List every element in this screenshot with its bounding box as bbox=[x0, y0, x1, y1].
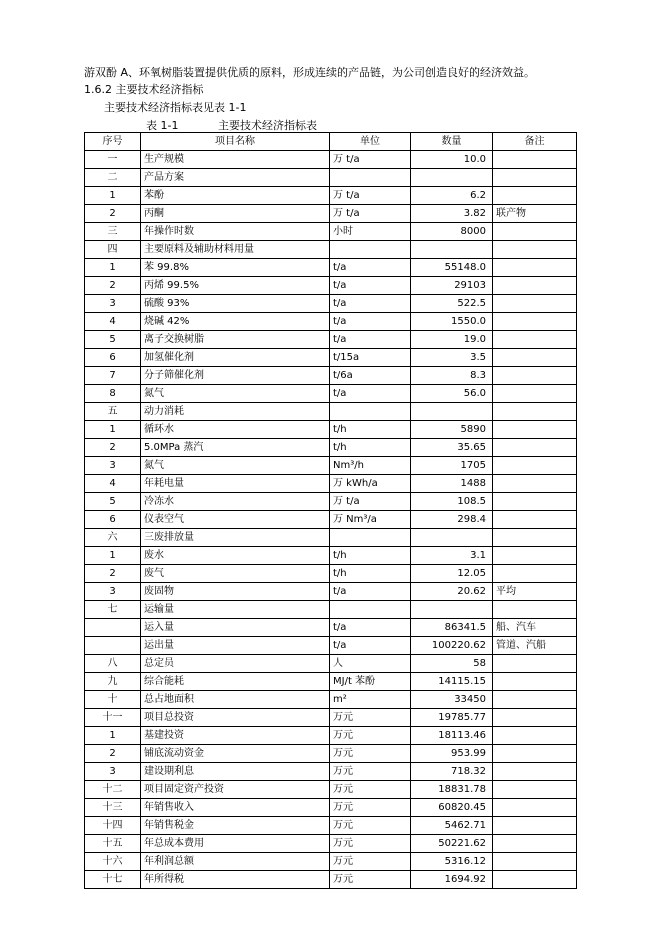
cell-quantity: 58 bbox=[411, 655, 493, 673]
cell-serial: 五 bbox=[85, 403, 141, 421]
table-row bbox=[85, 313, 577, 331]
cell-serial: 1 bbox=[85, 727, 141, 745]
cell-serial: 5 bbox=[85, 493, 141, 511]
cell-item-name: 建设期利息 bbox=[141, 763, 330, 781]
section-heading: 1.6.2 主要技术经济指标 bbox=[84, 83, 204, 96]
cell-remark bbox=[493, 331, 577, 349]
cell-serial bbox=[85, 619, 141, 637]
cell-remark bbox=[493, 313, 577, 331]
cell-unit: t/h bbox=[330, 565, 411, 583]
table-row bbox=[85, 601, 577, 619]
cell-item-name: 总占地面积 bbox=[141, 691, 330, 709]
table-row bbox=[85, 205, 577, 223]
cell-remark bbox=[493, 295, 577, 313]
cell-remark bbox=[493, 781, 577, 799]
cell-unit: 万元 bbox=[330, 835, 411, 853]
table-row bbox=[85, 583, 577, 601]
table-row bbox=[85, 385, 577, 403]
cell-quantity: 298.4 bbox=[411, 511, 493, 529]
cell-remark bbox=[493, 673, 577, 691]
cell-quantity: 8000 bbox=[411, 223, 493, 241]
cell-item-name: 丙烯 99.5% bbox=[141, 277, 330, 295]
cell-item-name: 运输量 bbox=[141, 601, 330, 619]
cell-quantity: 35.65 bbox=[411, 439, 493, 457]
cell-serial: 十四 bbox=[85, 817, 141, 835]
cell-unit: 万元 bbox=[330, 745, 411, 763]
cell-serial: 4 bbox=[85, 313, 141, 331]
cell-item-name: 运入量 bbox=[141, 619, 330, 637]
indicators-table bbox=[84, 132, 577, 889]
cell-remark bbox=[493, 277, 577, 295]
cell-serial: 十 bbox=[85, 691, 141, 709]
cell-unit: 万 Nm³/a bbox=[330, 511, 411, 529]
cell-serial: 1 bbox=[85, 421, 141, 439]
cell-remark bbox=[493, 601, 577, 619]
cell-quantity: 953.99 bbox=[411, 745, 493, 763]
table-row bbox=[85, 511, 577, 529]
cell-item-name: 总定员 bbox=[141, 655, 330, 673]
cell-serial: 七 bbox=[85, 601, 141, 619]
cell-remark bbox=[493, 691, 577, 709]
table-row bbox=[85, 349, 577, 367]
cell-remark bbox=[493, 385, 577, 403]
cell-serial: 3 bbox=[85, 295, 141, 313]
cell-serial: 十二 bbox=[85, 781, 141, 799]
cell-remark bbox=[493, 457, 577, 475]
cell-unit: t/h bbox=[330, 439, 411, 457]
cell-serial: 十三 bbox=[85, 799, 141, 817]
cell-quantity: 19785.77 bbox=[411, 709, 493, 727]
cell-serial: 九 bbox=[85, 673, 141, 691]
cell-quantity: 29103 bbox=[411, 277, 493, 295]
cell-unit: Nm³/h bbox=[330, 457, 411, 475]
table-row bbox=[85, 241, 577, 259]
cell-unit: 万元 bbox=[330, 781, 411, 799]
cell-quantity: 18113.46 bbox=[411, 727, 493, 745]
cell-serial: 十五 bbox=[85, 835, 141, 853]
cell-serial: 2 bbox=[85, 277, 141, 295]
cell-serial: 5 bbox=[85, 331, 141, 349]
cell-item-name: 丙酮 bbox=[141, 205, 330, 223]
cell-remark bbox=[493, 169, 577, 187]
cell-item-name: 苯 99.8% bbox=[141, 259, 330, 277]
cell-quantity: 56.0 bbox=[411, 385, 493, 403]
cell-quantity: 10.0 bbox=[411, 151, 493, 169]
cell-item-name: 综合能耗 bbox=[141, 673, 330, 691]
cell-quantity: 5890 bbox=[411, 421, 493, 439]
cell-unit: t/15a bbox=[330, 349, 411, 367]
cell-remark bbox=[493, 493, 577, 511]
cell-unit: MJ/t 苯酚 bbox=[330, 673, 411, 691]
cell-serial: 6 bbox=[85, 349, 141, 367]
cell-quantity: 8.3 bbox=[411, 367, 493, 385]
table-row bbox=[85, 493, 577, 511]
cell-serial: 3 bbox=[85, 583, 141, 601]
cell-serial: 六 bbox=[85, 529, 141, 547]
cell-remark bbox=[493, 511, 577, 529]
table-body bbox=[85, 151, 577, 889]
cell-serial: 三 bbox=[85, 223, 141, 241]
cell-item-name: 氮气 bbox=[141, 385, 330, 403]
cell-quantity: 18831.78 bbox=[411, 781, 493, 799]
table-intro-text: 主要技术经济指标表见表 1-1 bbox=[104, 101, 247, 114]
cell-item-name: 分子筛催化剂 bbox=[141, 367, 330, 385]
cell-item-name: 主要原料及辅助材料用量 bbox=[141, 241, 330, 259]
cell-unit: t/h bbox=[330, 421, 411, 439]
cell-serial: 一 bbox=[85, 151, 141, 169]
cell-item-name: 三废排放量 bbox=[141, 529, 330, 547]
cell-quantity: 1705 bbox=[411, 457, 493, 475]
cell-quantity: 5316.12 bbox=[411, 853, 493, 871]
cell-quantity bbox=[411, 169, 493, 187]
cell-unit: 万 t/a bbox=[330, 151, 411, 169]
cell-quantity bbox=[411, 529, 493, 547]
header-remark: 备注 bbox=[493, 133, 577, 151]
cell-quantity: 14115.15 bbox=[411, 673, 493, 691]
cell-item-name: 年销售税金 bbox=[141, 817, 330, 835]
table-caption-title: 主要技术经济指标表 bbox=[217, 119, 317, 132]
cell-remark bbox=[493, 565, 577, 583]
cell-unit: 万元 bbox=[330, 709, 411, 727]
cell-quantity: 3.5 bbox=[411, 349, 493, 367]
cell-unit: t/a bbox=[330, 385, 411, 403]
cell-quantity: 1550.0 bbox=[411, 313, 493, 331]
cell-item-name: 年操作时数 bbox=[141, 223, 330, 241]
cell-unit: 万 t/a bbox=[330, 187, 411, 205]
cell-remark bbox=[493, 799, 577, 817]
cell-serial: 十七 bbox=[85, 871, 141, 889]
cell-quantity: 718.32 bbox=[411, 763, 493, 781]
table-row bbox=[85, 547, 577, 565]
table-row bbox=[85, 421, 577, 439]
cell-serial: 2 bbox=[85, 565, 141, 583]
cell-quantity: 1488 bbox=[411, 475, 493, 493]
cell-item-name: 烧碱 42% bbox=[141, 313, 330, 331]
cell-item-name: 循环水 bbox=[141, 421, 330, 439]
table-row bbox=[85, 781, 577, 799]
cell-quantity: 55148.0 bbox=[411, 259, 493, 277]
cell-quantity: 5462.71 bbox=[411, 817, 493, 835]
cell-remark bbox=[493, 529, 577, 547]
table-row bbox=[85, 403, 577, 421]
cell-unit bbox=[330, 529, 411, 547]
cell-unit bbox=[330, 601, 411, 619]
cell-remark bbox=[493, 745, 577, 763]
cell-item-name: 年耗电量 bbox=[141, 475, 330, 493]
cell-quantity: 522.5 bbox=[411, 295, 493, 313]
table-caption-number: 表 1-1 bbox=[146, 119, 179, 132]
cell-remark bbox=[493, 817, 577, 835]
table-row bbox=[85, 799, 577, 817]
cell-unit: 万元 bbox=[330, 871, 411, 889]
cell-quantity: 33450 bbox=[411, 691, 493, 709]
cell-unit: 万元 bbox=[330, 727, 411, 745]
cell-serial: 十一 bbox=[85, 709, 141, 727]
cell-item-name: 生产规模 bbox=[141, 151, 330, 169]
cell-serial: 6 bbox=[85, 511, 141, 529]
cell-serial: 四 bbox=[85, 241, 141, 259]
cell-item-name: 动力消耗 bbox=[141, 403, 330, 421]
table-row bbox=[85, 835, 577, 853]
cell-serial: 十六 bbox=[85, 853, 141, 871]
cell-item-name: 废水 bbox=[141, 547, 330, 565]
cell-quantity: 3.82 bbox=[411, 205, 493, 223]
cell-remark bbox=[493, 475, 577, 493]
table-row bbox=[85, 529, 577, 547]
table-row bbox=[85, 673, 577, 691]
table-row bbox=[85, 457, 577, 475]
cell-serial: 1 bbox=[85, 547, 141, 565]
cell-serial: 7 bbox=[85, 367, 141, 385]
table-row bbox=[85, 277, 577, 295]
cell-serial: 4 bbox=[85, 475, 141, 493]
table-row bbox=[85, 187, 577, 205]
cell-serial: 8 bbox=[85, 385, 141, 403]
cell-unit: 人 bbox=[330, 655, 411, 673]
table-row bbox=[85, 475, 577, 493]
cell-quantity: 86341.5 bbox=[411, 619, 493, 637]
cell-item-name: 废气 bbox=[141, 565, 330, 583]
cell-serial: 1 bbox=[85, 187, 141, 205]
cell-remark: 管道、汽船 bbox=[493, 637, 577, 655]
cell-item-name: 年总成本费用 bbox=[141, 835, 330, 853]
table-row bbox=[85, 853, 577, 871]
cell-quantity: 12.05 bbox=[411, 565, 493, 583]
cell-quantity: 100220.62 bbox=[411, 637, 493, 655]
cell-unit: 万 kWh/a bbox=[330, 475, 411, 493]
cell-remark bbox=[493, 871, 577, 889]
table-row bbox=[85, 763, 577, 781]
table-row bbox=[85, 817, 577, 835]
table-row bbox=[85, 691, 577, 709]
cell-unit: t/a bbox=[330, 637, 411, 655]
cell-quantity: 19.0 bbox=[411, 331, 493, 349]
header-quantity: 数量 bbox=[411, 133, 493, 151]
cell-unit: t/6a bbox=[330, 367, 411, 385]
cell-remark bbox=[493, 349, 577, 367]
cell-serial: 3 bbox=[85, 457, 141, 475]
cell-item-name: 5.0MPa 蒸汽 bbox=[141, 439, 330, 457]
cell-serial: 2 bbox=[85, 745, 141, 763]
table-row bbox=[85, 331, 577, 349]
table-row bbox=[85, 709, 577, 727]
cell-quantity bbox=[411, 241, 493, 259]
cell-remark bbox=[493, 241, 577, 259]
cell-remark bbox=[493, 709, 577, 727]
table-row bbox=[85, 745, 577, 763]
cell-item-name: 项目固定资产投资 bbox=[141, 781, 330, 799]
cell-item-name: 废固物 bbox=[141, 583, 330, 601]
cell-item-name: 加氢催化剂 bbox=[141, 349, 330, 367]
table-header-row bbox=[85, 133, 577, 151]
cell-unit bbox=[330, 241, 411, 259]
cell-item-name: 苯酚 bbox=[141, 187, 330, 205]
cell-unit: 万元 bbox=[330, 853, 411, 871]
cell-item-name: 冷冻水 bbox=[141, 493, 330, 511]
cell-item-name: 产品方案 bbox=[141, 169, 330, 187]
cell-unit: t/a bbox=[330, 331, 411, 349]
cell-quantity: 3.1 bbox=[411, 547, 493, 565]
cell-unit: t/a bbox=[330, 259, 411, 277]
table-row bbox=[85, 223, 577, 241]
cell-unit: t/a bbox=[330, 583, 411, 601]
cell-unit: 万 t/a bbox=[330, 205, 411, 223]
cell-unit bbox=[330, 169, 411, 187]
cell-remark: 联产物 bbox=[493, 205, 577, 223]
cell-item-name: 运出量 bbox=[141, 637, 330, 655]
table-row bbox=[85, 727, 577, 745]
table-row bbox=[85, 169, 577, 187]
cell-unit: m² bbox=[330, 691, 411, 709]
table-row bbox=[85, 655, 577, 673]
cell-item-name: 离子交换树脂 bbox=[141, 331, 330, 349]
cell-quantity bbox=[411, 403, 493, 421]
cell-unit: 万元 bbox=[330, 763, 411, 781]
table-row bbox=[85, 871, 577, 889]
cell-item-name: 仪表空气 bbox=[141, 511, 330, 529]
cell-unit: 万元 bbox=[330, 817, 411, 835]
cell-unit: 小时 bbox=[330, 223, 411, 241]
cell-item-name: 项目总投资 bbox=[141, 709, 330, 727]
cell-item-name: 年利润总额 bbox=[141, 853, 330, 871]
cell-remark bbox=[493, 223, 577, 241]
table-row bbox=[85, 295, 577, 313]
cell-serial: 2 bbox=[85, 439, 141, 457]
cell-remark bbox=[493, 727, 577, 745]
paragraph-text: 游双酚 A、环氧树脂装置提供优质的原料，形成连续的产品链，为公司创造良好的经济效益。 bbox=[84, 66, 536, 79]
cell-quantity: 60820.45 bbox=[411, 799, 493, 817]
table-row bbox=[85, 439, 577, 457]
cell-serial: 八 bbox=[85, 655, 141, 673]
cell-serial: 2 bbox=[85, 205, 141, 223]
table-row bbox=[85, 637, 577, 655]
table-row bbox=[85, 367, 577, 385]
cell-remark bbox=[493, 763, 577, 781]
cell-unit: 万 t/a bbox=[330, 493, 411, 511]
cell-item-name: 年所得税 bbox=[141, 871, 330, 889]
cell-quantity: 108.5 bbox=[411, 493, 493, 511]
cell-item-name: 基建投资 bbox=[141, 727, 330, 745]
cell-item-name: 铺底流动资金 bbox=[141, 745, 330, 763]
cell-remark bbox=[493, 403, 577, 421]
cell-item-name: 氮气 bbox=[141, 457, 330, 475]
header-unit: 单位 bbox=[330, 133, 411, 151]
cell-unit: 万元 bbox=[330, 799, 411, 817]
cell-item-name: 年销售收入 bbox=[141, 799, 330, 817]
cell-serial: 二 bbox=[85, 169, 141, 187]
cell-remark bbox=[493, 367, 577, 385]
cell-quantity: 20.62 bbox=[411, 583, 493, 601]
cell-remark bbox=[493, 655, 577, 673]
cell-serial bbox=[85, 637, 141, 655]
cell-remark bbox=[493, 421, 577, 439]
table-row bbox=[85, 619, 577, 637]
table-row bbox=[85, 259, 577, 277]
cell-remark bbox=[493, 151, 577, 169]
cell-quantity: 1694.92 bbox=[411, 871, 493, 889]
cell-unit: t/a bbox=[330, 277, 411, 295]
cell-quantity: 6.2 bbox=[411, 187, 493, 205]
cell-remark bbox=[493, 259, 577, 277]
cell-quantity: 50221.62 bbox=[411, 835, 493, 853]
table-caption bbox=[146, 117, 317, 133]
cell-remark bbox=[493, 547, 577, 565]
cell-unit: t/a bbox=[330, 619, 411, 637]
cell-remark bbox=[493, 853, 577, 871]
table-row bbox=[85, 151, 577, 169]
cell-remark bbox=[493, 835, 577, 853]
cell-unit: t/a bbox=[330, 295, 411, 313]
cell-remark: 船、汽车 bbox=[493, 619, 577, 637]
cell-unit bbox=[330, 403, 411, 421]
cell-unit: t/h bbox=[330, 547, 411, 565]
cell-unit: t/a bbox=[330, 313, 411, 331]
header-serial: 序号 bbox=[85, 133, 141, 151]
cell-serial: 1 bbox=[85, 259, 141, 277]
cell-remark bbox=[493, 439, 577, 457]
cell-serial: 3 bbox=[85, 763, 141, 781]
table-row bbox=[85, 565, 577, 583]
cell-remark bbox=[493, 187, 577, 205]
header-item-name: 项目名称 bbox=[141, 133, 330, 151]
cell-item-name: 硫酸 93% bbox=[141, 295, 330, 313]
cell-quantity bbox=[411, 601, 493, 619]
cell-remark: 平均 bbox=[493, 583, 577, 601]
